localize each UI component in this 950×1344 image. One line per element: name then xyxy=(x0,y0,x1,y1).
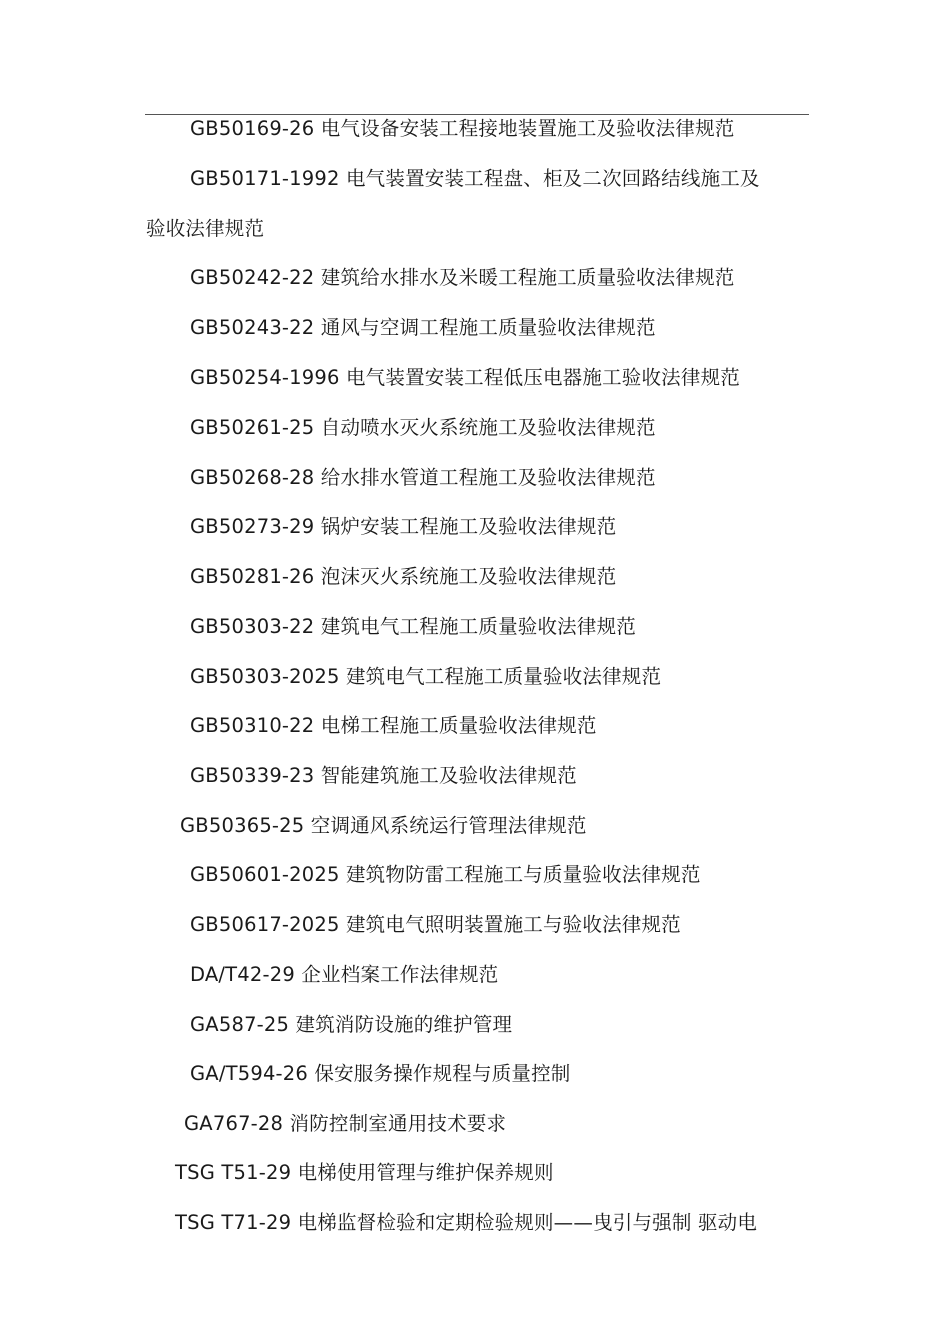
list-item: GB50303-2025 建筑电气工程施工质量验收法律规范 xyxy=(190,665,662,688)
list-item: GB50261-25 自动喷水灭火系统施工及验收法律规范 xyxy=(190,416,656,439)
list-item: TSG T51-29 电梯使用管理与维护保养规则 xyxy=(175,1161,554,1184)
list-item: GB50617-2025 建筑电气照明装置施工与验收法律规范 xyxy=(190,913,681,936)
list-item: GB50339-23 智能建筑施工及验收法律规范 xyxy=(190,764,577,787)
list-item: GB50243-22 通风与空调工程施工质量验收法律规范 xyxy=(190,316,656,339)
list-item: TSG T71-29 电梯监督检验和定期检验规则——曳引与强制 驱动电 xyxy=(175,1211,758,1234)
list-item: GB50273-29 锅炉安装工程施工及验收法律规范 xyxy=(190,515,617,538)
header-rule xyxy=(145,114,809,115)
list-item: DA/T42-29 企业档案工作法律规范 xyxy=(190,963,499,986)
list-item: GB50601-2025 建筑物防雷工程施工与质量验收法律规范 xyxy=(190,863,701,886)
list-item: GB50365-25 空调通风系统运行管理法律规范 xyxy=(180,814,587,837)
list-item: GB50171-1992 电气装置安装工程盘、柜及二次回路结线施工及 xyxy=(190,167,760,190)
list-item: GB50310-22 电梯工程施工质量验收法律规范 xyxy=(190,714,597,737)
list-item-continuation: 验收法律规范 xyxy=(146,217,265,240)
list-item: GA767-28 消防控制室通用技术要求 xyxy=(184,1112,507,1135)
list-item: GB50254-1996 电气装置安装工程低压电器施工验收法律规范 xyxy=(190,366,740,389)
list-item: GA/T594-26 保安服务操作规程与质量控制 xyxy=(190,1062,571,1085)
list-item: GA587-25 建筑消防设施的维护管理 xyxy=(190,1013,513,1036)
list-item: GB50242-22 建筑给水排水及米暖工程施工质量验收法律规范 xyxy=(190,266,735,289)
list-item: GB50303-22 建筑电气工程施工质量验收法律规范 xyxy=(190,615,636,638)
list-item: GB50169-26 电气设备安装工程接地装置施工及验收法律规范 xyxy=(190,117,735,140)
list-item: GB50268-28 给水排水管道工程施工及验收法律规范 xyxy=(190,466,656,489)
list-item: GB50281-26 泡沫灭火系统施工及验收法律规范 xyxy=(190,565,617,588)
